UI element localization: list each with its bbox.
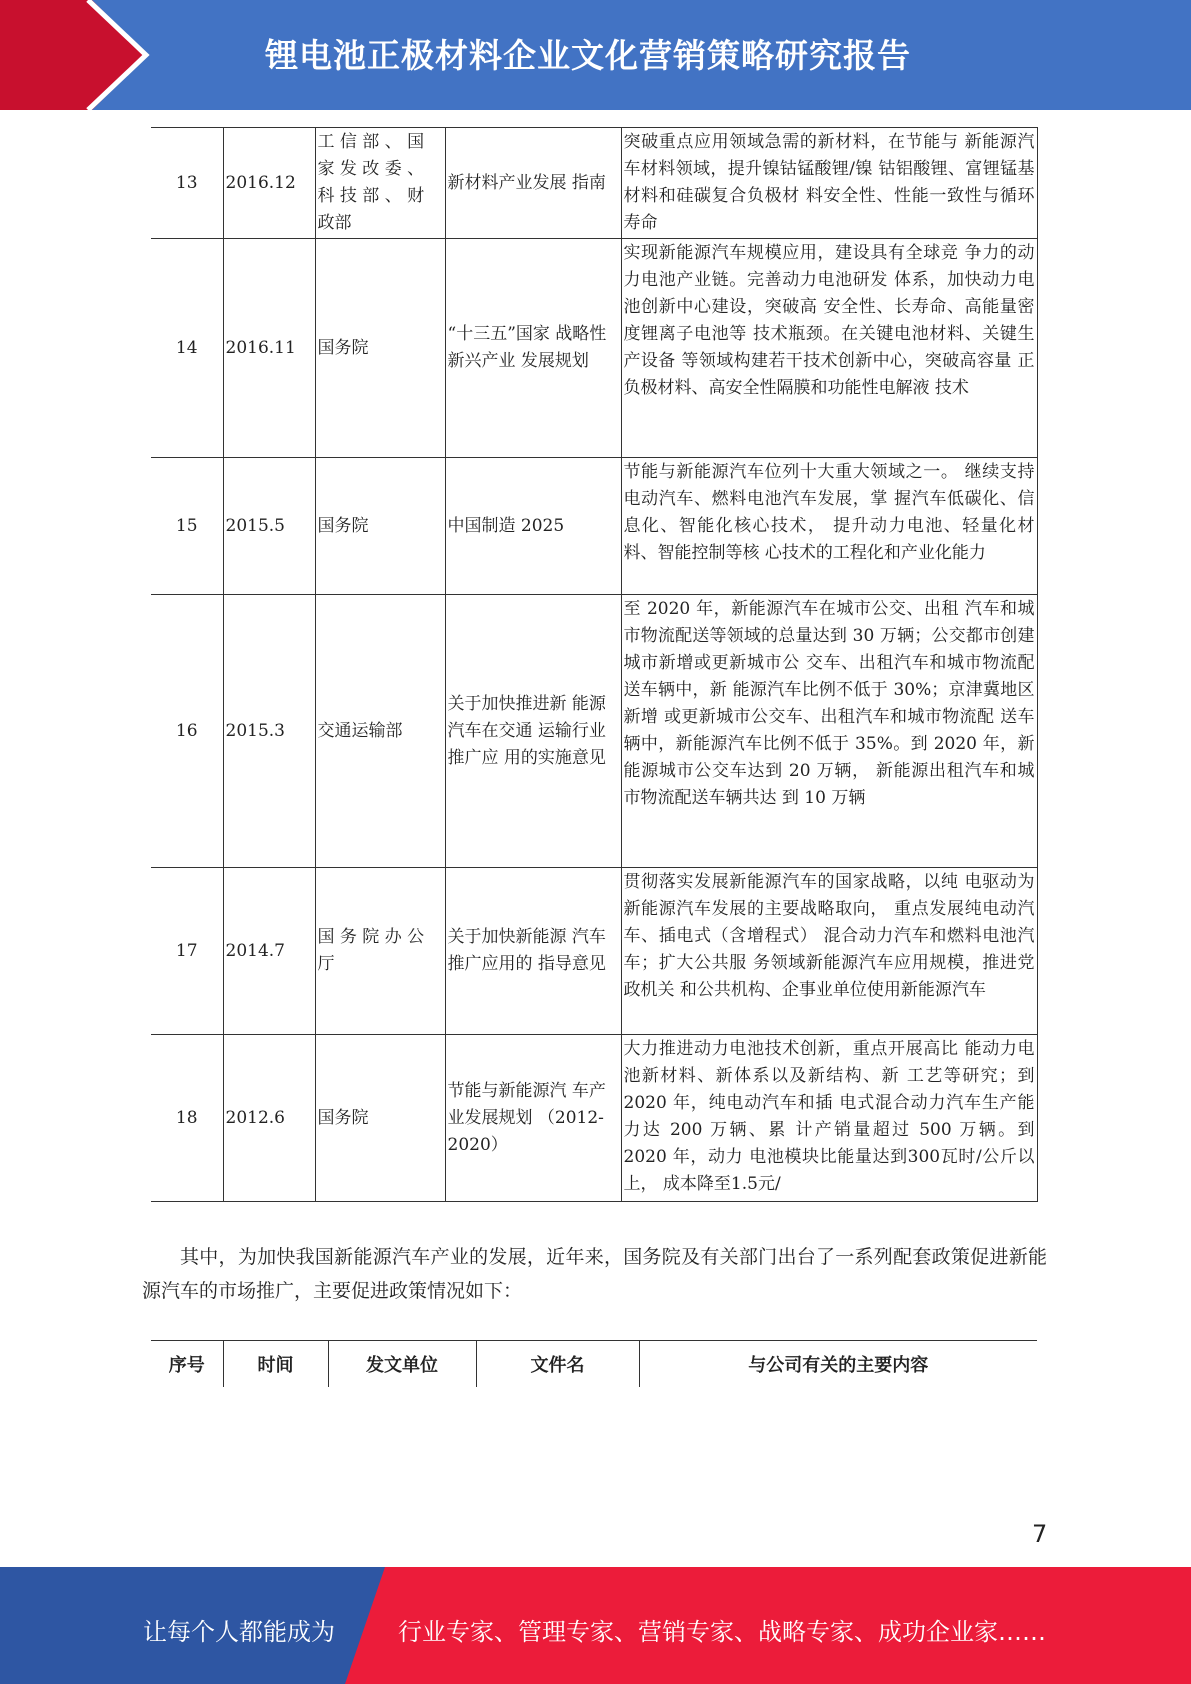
row-issuer: 交通运输部 [315,595,445,868]
policy-table [151,127,1038,1202]
row-content: 贯彻落实发展新能源汽车的国家战略，以纯 电驱动为新能源汽车发展的主要战略取向， 重点发展纯电动汽车、插电式（含增程式） 混合动力汽车和燃料电池汽车；扩大公共服 务领域新能源汽车应用规模，推进党政机关 和公共机构、企事业单位使用新能源汽车 [621,868,1037,1035]
header-cell-content: 与公司有关的主要内容 [639,1341,1037,1388]
row-date: 2015.3 [223,595,315,868]
row-document: 关于加快新能源 汽车推广应用的 指导意见 [445,868,621,1035]
row-content: 至 2020 年，新能源汽车在城市公交、出租 汽车和城市物流配送等领域的总量达到 30 万辆；公交都市创建城市新增或更新城市公 交车、出租汽车和城市物流配送车辆中，新 能源汽车比例不低于 30%；京津冀地区新增 或更新城市公交车、出租汽车和城市物流配 送车辆中，新能源汽车比例不低于 35%。到 2020 年，新能源城市公交车达到 20 万辆， 新能源出租汽车和城市物流配送车辆共达 到 10 万辆 [621,595,1037,868]
row-date: 2014.7 [223,868,315,1035]
row-issuer: 国务院 [315,458,445,595]
page-header [0,0,1191,110]
row-number: 16 [151,595,223,868]
row-content [621,1035,1037,1202]
header-row [151,1341,1037,1388]
body-paragraph: 其中，为加快我国新能源汽车产业的发展，近年来，国务院及有关部门出台了一系列配套政策促进新能源汽车的市场推广，主要促进政策情况如下： [142,1246,1047,1302]
table-row [151,128,1037,239]
row-date: 2016.12 [223,128,315,239]
row-number: 13 [151,128,223,239]
table-row [151,595,1037,868]
table-row [151,868,1037,1035]
row-content: 节能与新能源汽车位列十大重大领域之一。 继续支持电动汽车、燃料电池汽车发展，掌 握汽车低碳化、信息化、智能化核心技术， 提升动力电池、轻量化材料、智能控制等核 心技术的工程化和产业化能力 [621,458,1037,595]
header-arrow-graphic [0,0,160,110]
row-date: 2016.11 [223,239,315,458]
row-content: 突破重点应用领域急需的新材料，在节能与 新能源汽车材料领域，提升镍钴锰酸锂/镍 钴铝酸锂、富锂锰基材料和硅碳复合负极材 料安全性、性能一致性与循环寿命 [621,128,1037,239]
row-date: 2015.5 [223,458,315,595]
footer-slogan-left: 让每个人都能成为 [143,1618,335,1646]
header-cell-issuer: 发文单位 [328,1341,476,1388]
row-content-text: 大力推进动力电池技术创新，重点开展高比 能动力电池新材料、新体系以及新结构、新 工艺等研究；到 2020 年，纯电动汽车和插 电式混合动力汽车生产能力达 200 万辆、累 计产销量超过 500 万辆。到 2020 年，动力 电池模块比能量达到300瓦时/公斤以上， 成本降至1.5元/ [623,1039,1035,1194]
row-number: 17 [151,868,223,1035]
table-row [151,1035,1037,1202]
policy-table-header [151,1340,1037,1387]
page-number: 7 [1032,1520,1048,1548]
header-cell-number: 序号 [151,1341,223,1388]
row-document: 中国制造 2025 [445,458,621,595]
row-issuer: 工 信 部 、 国 家 发 改 委 、 科 技 部 、 财 政部 [315,128,445,239]
row-document: 关于加快推进新 能源汽车在交通 运输行业推广应 用的实施意见 [445,595,621,868]
row-document: 新材料产业发展 指南 [445,128,621,239]
row-content: 实现新能源汽车规模应用，建设具有全球竞 争力的动力电池产业链。完善动力电池研发 体系，加快动力电池创新中心建设，突破高 安全性、长寿命、高能量密度锂离子电池等 技术瓶颈。在关键电池材料、关键生产设备 等领域构建若干技术创新中心，突破高容量 正负极材料、高安全性隔膜和功能性电解液 技术 [621,239,1037,458]
row-document: “十三五”国家 战略性新兴产业 发展规划 [445,239,621,458]
report-title: 锂电池正极材料企业文化营销策略研究报告 [265,36,911,75]
row-issuer: 国务院 [315,239,445,458]
footer-slogan-right: 行业专家、管理专家、营销专家、战略专家、成功企业家…… [398,1618,1046,1646]
row-issuer: 国务院 [315,1035,445,1202]
table-row [151,239,1037,458]
row-document: 节能与新能源汽 车产业发展规划 （2012-2020） [445,1035,621,1202]
header-cell-time: 时间 [223,1341,328,1388]
row-number: 14 [151,239,223,458]
row-date: 2012.6 [223,1035,315,1202]
row-number: 15 [151,458,223,595]
header-cell-document: 文件名 [476,1341,639,1388]
table-row [151,458,1037,595]
row-issuer: 国 务 院 办 公 厅 [315,868,445,1035]
row-number: 18 [151,1035,223,1202]
